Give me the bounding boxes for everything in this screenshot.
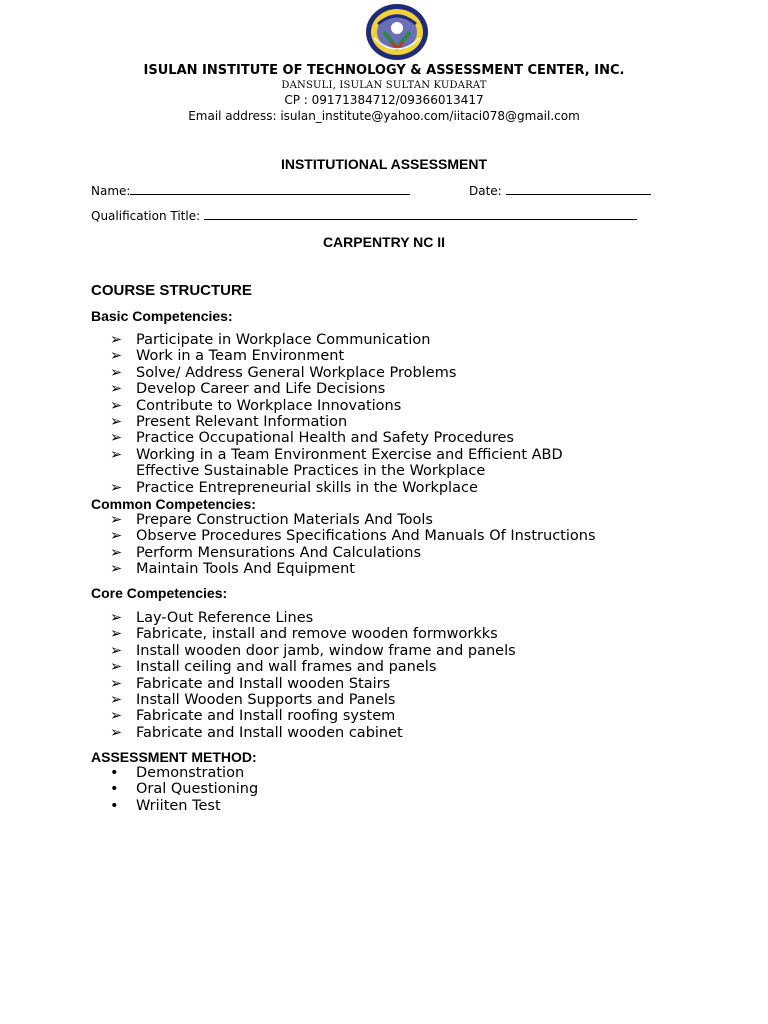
arrow-bullet-icon: ➢ [110,708,123,725]
list-item: ➢ Lay-Out Reference Lines [110,610,314,626]
list-item: ➢ Prepare Construction Materials And Tools [110,512,433,528]
arrow-bullet-icon: ➢ [110,528,123,545]
list-item: ➢ Maintain Tools And Equipment [110,561,355,578]
arrow-bullet-icon: ➢ [110,626,123,643]
course-structure-heading: COURSE STRUCTURE [91,282,252,299]
list-item: ➢ Contribute to Workplace Innovations [110,397,402,414]
assessment-method-heading: ASSESSMENT METHOD: [91,749,257,765]
list-item: ➢ Fabricate and Install wooden cabinet [110,724,403,741]
arrow-bullet-icon: ➢ [110,544,123,561]
dot-bullet-icon: • [110,797,119,814]
date-label: Date: [469,184,502,198]
arrow-bullet-icon: ➢ [110,659,123,676]
arrow-bullet-icon: ➢ [110,692,123,709]
arrow-bullet-icon: ➢ [110,610,123,626]
list-item: ➢ Present Relevant Information [110,414,348,431]
arrow-bullet-icon: ➢ [110,675,123,692]
list-item: ➢ Practice Occupational Health and Safety Procedures [110,430,514,447]
qualification-field[interactable] [91,207,637,223]
date-field[interactable] [469,182,651,198]
arrow-bullet-icon: ➢ [110,430,123,447]
core-competencies-heading: Core Competencies: [91,585,228,601]
name-line[interactable] [130,182,410,195]
list-item: ➢ Develop Career and Life Decisions [110,381,386,398]
common-competencies-heading: Common Competencies: [91,496,256,512]
name-label: Name: [91,184,131,198]
arrow-bullet-icon: ➢ [110,381,123,398]
list-item: ➢ Fabricate and Install wooden Stairs [110,675,391,692]
arrow-bullet-icon: ➢ [110,642,123,659]
list-item: ➢ Perform Mensurations And Calculations [110,544,422,561]
core-competencies-list [110,610,516,741]
document-title: INSTITUTIONAL ASSESSMENT [280,156,488,172]
list-item: • Demonstration [110,765,245,781]
list-item-continuation: Effective Sustainable Practices in the Workplace [136,463,486,480]
dot-bullet-icon: • [110,765,119,781]
common-competencies-list [110,512,596,578]
program-title: CARPENTRY NC II [322,234,446,250]
list-item: ➢ Practice Entrepreneurial skills in the Workplace [110,479,478,496]
list-item: • Oral Questioning [110,781,259,798]
institution-contact: CP : 09171384712/09366013417 [284,93,484,107]
assessment-method-list [110,765,258,814]
arrow-bullet-icon: ➢ [110,332,123,348]
arrow-bullet-icon: ➢ [110,446,123,463]
list-item: ➢ Install ceiling and wall frames and panels [110,659,437,676]
name-field[interactable] [91,182,410,198]
arrow-bullet-icon: ➢ [110,348,123,365]
list-item: ➢ Working in a Team Environment Exercise and Efficient ABD [110,446,563,463]
list-item: ➢ Work in a Team Environment [110,348,345,365]
arrow-bullet-icon: ➢ [110,479,123,496]
qualification-line[interactable] [204,207,637,220]
list-item: ➢ Fabricate and Install roofing system [110,708,396,725]
arrow-bullet-icon: ➢ [110,364,123,381]
institute-seal-icon [364,2,430,62]
arrow-bullet-icon: ➢ [110,397,123,414]
arrow-bullet-icon: ➢ [110,512,123,528]
list-item: ➢ Install wooden door jamb, window frame and panels [110,642,516,659]
institution-email: Email address: isulan_institute@yahoo.com/iitaci078@gmail.com [188,109,580,123]
arrow-bullet-icon: ➢ [110,414,123,431]
date-line[interactable] [506,182,651,195]
list-item: ➢ Install Wooden Supports and Panels [110,692,396,709]
list-item: ➢ Solve/ Address General Workplace Problems [110,364,457,381]
basic-competencies-list [110,332,563,496]
list-item: ➢ Observe Procedures Specifications And Manuals Of Instructions [110,528,596,545]
arrow-bullet-icon: ➢ [110,561,123,578]
institution-name: ISULAN INSTITUTE OF TECHNOLOGY & ASSESSMENT CENTER, INC. [143,63,625,78]
arrow-bullet-icon: ➢ [110,724,123,741]
basic-competencies-heading: Basic Competencies: [91,308,233,324]
institution-address: DANSULI, ISULAN SULTAN KUDARAT [281,80,487,91]
list-item: ➢ Fabricate, install and remove wooden formworkks [110,626,498,643]
list-item: ➢ Participate in Workplace Communication [110,332,431,348]
list-item: • Wriiten Test [110,797,221,814]
dot-bullet-icon: • [110,781,119,798]
qualification-label: Qualification Title: [91,209,201,223]
